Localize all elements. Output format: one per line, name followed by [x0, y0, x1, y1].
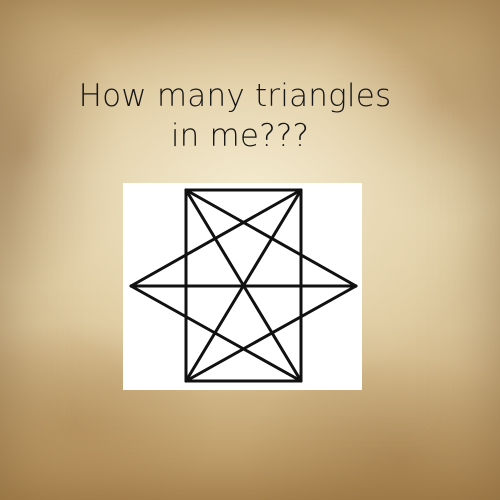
question-text: [0, 76, 470, 156]
question-line-1: How many triangles: [78, 78, 392, 114]
question-line-2: in me???: [170, 118, 310, 154]
triangle-figure: [123, 183, 362, 390]
star-figure-svg: [123, 183, 362, 390]
